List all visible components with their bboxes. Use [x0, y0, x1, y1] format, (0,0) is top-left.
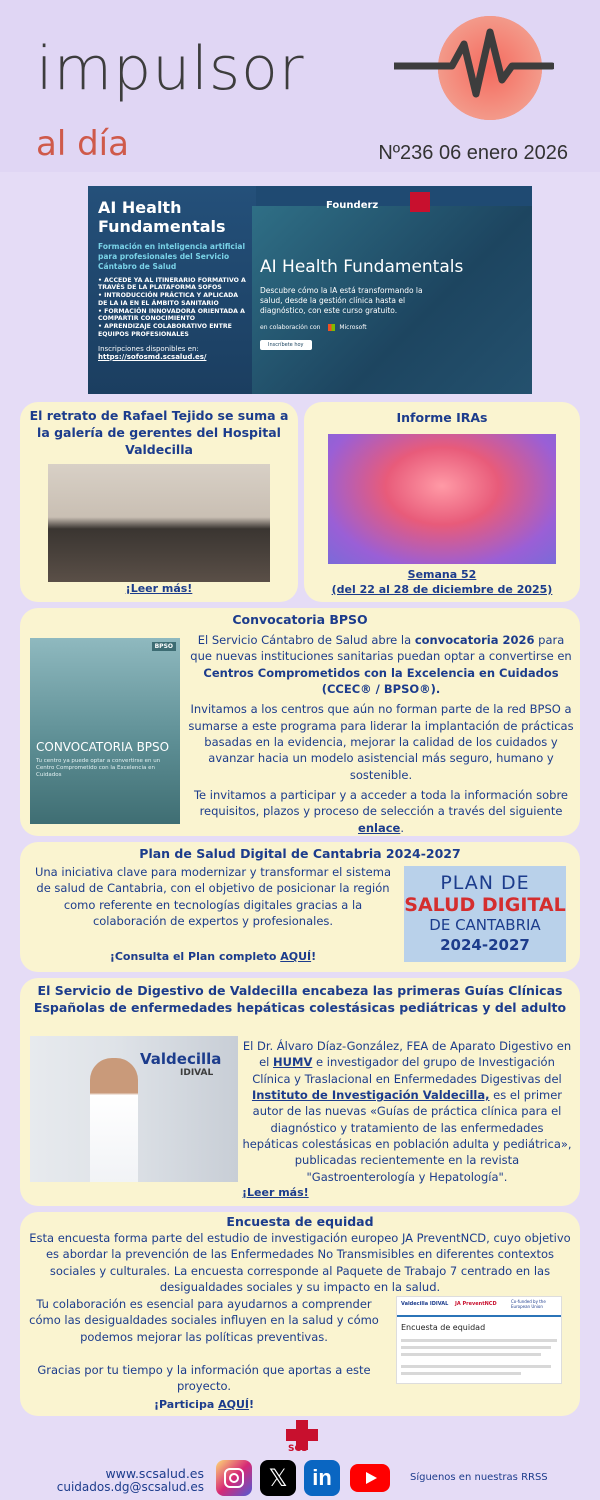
iras-week-link[interactable]: Semana 52	[407, 568, 477, 581]
bpso-text: para que nuevas instituciones sanitarias puedan optar a convertirse en	[190, 633, 572, 664]
banner-subtitle: Formación en inteligencia artificial para profesionales del Servicio Cántabro de Salud	[98, 242, 246, 271]
founderz-logo: Founderz	[326, 200, 379, 211]
banner-left	[88, 186, 256, 394]
encuesta-paragraph-3: Gracias por tu tiempo y la información que aportas a este proyecto.	[37, 1363, 371, 1394]
bpso-link[interactable]: enlace	[358, 820, 401, 835]
ai-health-banner[interactable]	[88, 186, 532, 394]
inscriptions-label: Inscripciones disponibles en:	[98, 344, 199, 353]
bpso-image-subcaption: Tu centro ya puede optar a convertirse en un Centro Comprometido con la Excelencia en Cuidados	[36, 758, 161, 779]
plan-title: Plan de Salud Digital de Cantabria 2024-2027	[139, 846, 461, 861]
lungs-image	[328, 434, 556, 564]
banner-bullet: • FORMACIÓN INNOVADORA ORIENTADA A COMPARTIR CONOCIMIENTO	[98, 307, 245, 323]
plan-text: Una iniciativa clave para modernizar y transformar el sistema de salud de Cantabria, con el objetivo de posicionar la región como referente en tecnologías digitales gracias a la colaboración de expertos y profesionales.	[34, 865, 392, 928]
plan-img-line1: PLAN DE	[440, 872, 530, 894]
digestivo-body	[242, 1038, 572, 1185]
bpso-paragraph-1	[186, 632, 576, 697]
survey-img-title: Encuesta de equidad	[401, 1323, 486, 1332]
plan-cta	[28, 950, 398, 963]
digestivo-card	[20, 978, 580, 1206]
survey-text-line	[401, 1353, 541, 1356]
bpso-badge: BPSO	[152, 642, 176, 651]
collab-line	[260, 324, 522, 331]
iras-card	[304, 402, 580, 602]
plan-card	[20, 842, 580, 972]
footer-web[interactable]: www.scsalud.es	[105, 1466, 204, 1481]
retrato-title: El retrato de Rafael Tejido se suma a la galería de gerentes del Hospital Valdecilla	[29, 408, 289, 457]
footer-email[interactable]: cuidados.dg@scsalud.es	[56, 1480, 204, 1494]
banner-bullet: • APRENDIZAJE COLABORATIVO ENTRE EQUIPOS PROFESIONALES	[98, 323, 232, 338]
encuesta-cta-text: !	[248, 1398, 254, 1411]
instagram-icon[interactable]	[216, 1460, 252, 1496]
encuesta-paragraph-2: Tu colaboración es esencial para ayudarnos a comprender cómo las desigualdades sociales influyen en la salud y cómo podemos mejorar las políticas preventivas.	[29, 1297, 379, 1344]
pulse-logo-icon	[394, 14, 554, 124]
encuesta-cta-text: ¡Participa	[154, 1398, 219, 1411]
youtube-icon[interactable]	[350, 1464, 390, 1492]
newsletter-subtitle: al día	[36, 124, 129, 164]
issue-date: Nº236 06 enero 2026	[378, 142, 568, 164]
encuesta-title: Encuesta de equidad	[226, 1214, 374, 1229]
banner-bullet: • ACCEDE YA AL ITINERARIO FORMATIVO A TRAVÉS DE LA PLATAFORMA SOFOS	[98, 276, 246, 292]
retrato-photo	[48, 464, 270, 582]
survey-image	[396, 1296, 562, 1384]
banner-bullets	[98, 277, 246, 339]
encuesta-cta	[26, 1398, 382, 1411]
survey-logo-valdecilla: Valdecilla IDIVAL	[401, 1301, 449, 1307]
valdecilla-logo: Valdecilla	[140, 1050, 222, 1068]
idival-logo: IDIVAL	[180, 1068, 214, 1078]
plan-cta-text: !	[311, 950, 317, 963]
microsoft-icon	[328, 324, 335, 331]
survey-divider	[397, 1315, 561, 1317]
digestivo-text: e investigador del grupo de Investigación Clínica y Traslacional en Enfermedades Digestivas del	[252, 1055, 562, 1086]
bpso-image	[30, 638, 180, 824]
bpso-card	[20, 608, 580, 836]
bpso-paragraph-2: Invitamos a los centros que aún no forman parte de la red BPSO a sumarse a este programa para liderar la implantación de prácticas basadas en la evidencia, mejorar la calidad de los cuidados y avanzar hacia un modelo asistencial más seguro, humano y sostenible.	[188, 702, 574, 782]
banner-right	[252, 200, 532, 394]
survey-logo-ja: JA PreventNCD	[455, 1301, 497, 1307]
bpso-paragraph-3	[186, 787, 576, 836]
iras-dates-link[interactable]: (del 22 al 28 de diciembre de 2025)	[331, 582, 553, 596]
signup-button[interactable]: Inscríbete hoy	[260, 340, 312, 350]
sofos-link[interactable]: https://sofosmd.scsalud.es/	[98, 352, 207, 361]
plan-cta-text: ¡Consulta el Plan completo	[109, 950, 281, 963]
microsoft-label: Microsoft	[339, 324, 367, 332]
scs-logo-text: SCS	[288, 1444, 308, 1454]
bpso-body	[186, 632, 576, 836]
bpso-title: Convocatoria BPSO	[232, 612, 368, 627]
collab-label: en colaboración con	[260, 324, 321, 332]
doctor-figure	[90, 1058, 138, 1182]
doctor-image	[30, 1036, 238, 1182]
survey-text-line	[401, 1372, 521, 1375]
encuesta-paragraph-1: Esta encuesta forma parte del estudio de investigación europeo JA PreventNCD, cuyo objetivo es abordar la prevención de las Enfermedades No Transmisibles en diferentes contextos sociales y culturales. La encuesta corresponde al Paquete de Trabajo 7 centrado en las desigualdades sociales y su impacto en la salud.	[29, 1231, 571, 1294]
bpso-image-caption: CONVOCATORIA BPSO	[36, 740, 170, 754]
plan-img-line2: SALUD DIGITAL	[404, 894, 566, 916]
bpso-highlight: convocatoria 2026	[414, 633, 535, 647]
digestivo-read-more-link[interactable]: ¡Leer más!	[242, 1186, 309, 1199]
bpso-text: El Servicio Cántabro de Salud abre la	[197, 633, 415, 647]
x-twitter-icon[interactable]: 𝕏	[260, 1460, 296, 1496]
encuesta-card	[20, 1212, 580, 1416]
banner-bullet: • INTRODUCCIÓN PRÁCTICA Y APLICADA DE LA IA EN EL ÁMBITO SANITARIO	[98, 292, 239, 307]
survey-logo-eu: Co-funded by the European Union	[511, 1299, 546, 1309]
header	[0, 0, 600, 172]
plan-img-line3: DE CANTABRIA	[429, 916, 541, 934]
banner-right-title: AI Health Fundamentals	[260, 257, 464, 277]
survey-text-line	[401, 1339, 557, 1342]
survey-text-line	[401, 1365, 551, 1368]
digestivo-title: El Servicio de Digestivo de Valdecilla encabeza las primeras Guías Clínicas Españolas de enfermedades hepáticas colestásicas pediátricas y del adulto	[33, 983, 567, 1016]
iras-title: Informe IRAs	[396, 410, 488, 425]
humv-link[interactable]: HUMV	[273, 1055, 313, 1070]
bpso-text: .	[400, 820, 404, 835]
footer	[0, 1412, 600, 1500]
bpso-highlight: Centros Comprometidos con la Excelencia en Cuidados (CCEC® / BPSO®).	[203, 665, 559, 696]
banner-right-text: Descubre cómo la IA está transformando la salud, desde la gestión clínica hasta el diagnóstico, con este curso gratuito.	[260, 286, 423, 316]
linkedin-icon[interactable]: in	[304, 1460, 340, 1496]
retrato-read-more-link[interactable]: ¡Leer más!	[125, 582, 193, 595]
newsletter-title: impulsor	[36, 34, 305, 104]
scs-cross-icon	[410, 192, 430, 212]
digestivo-text: es el primer autor de las nuevas «Guías de práctica clínica para el diagnóstico y tratamiento de las enfermedades hepáticas colestásicas en población adulta y pediátrica», publicadas recientemente en la revista "Gastroenterología y Hepatología".	[242, 1087, 572, 1184]
plan-link[interactable]: AQUÍ	[280, 950, 312, 963]
plan-image	[404, 866, 566, 962]
bpso-text: Te invitamos a participar y a acceder a toda la información sobre requisitos, plazos y proceso de selección a través del siguiente	[193, 787, 568, 819]
plan-img-line4: 2024-2027	[440, 936, 530, 954]
follow-us-text: Síguenos en nuestras RRSS	[410, 1472, 548, 1483]
instituto-link[interactable]: Instituto de Investigación Valdecilla,	[251, 1087, 490, 1102]
digestivo-text: El Dr. Álvaro Díaz-González, FEA de Aparato Digestivo en el	[242, 1039, 572, 1070]
survey-text-line	[401, 1346, 551, 1349]
retrato-card	[20, 402, 298, 602]
encuesta-link[interactable]: AQUÍ	[218, 1398, 249, 1411]
banner-title: AI Health Fundamentals	[98, 198, 226, 237]
